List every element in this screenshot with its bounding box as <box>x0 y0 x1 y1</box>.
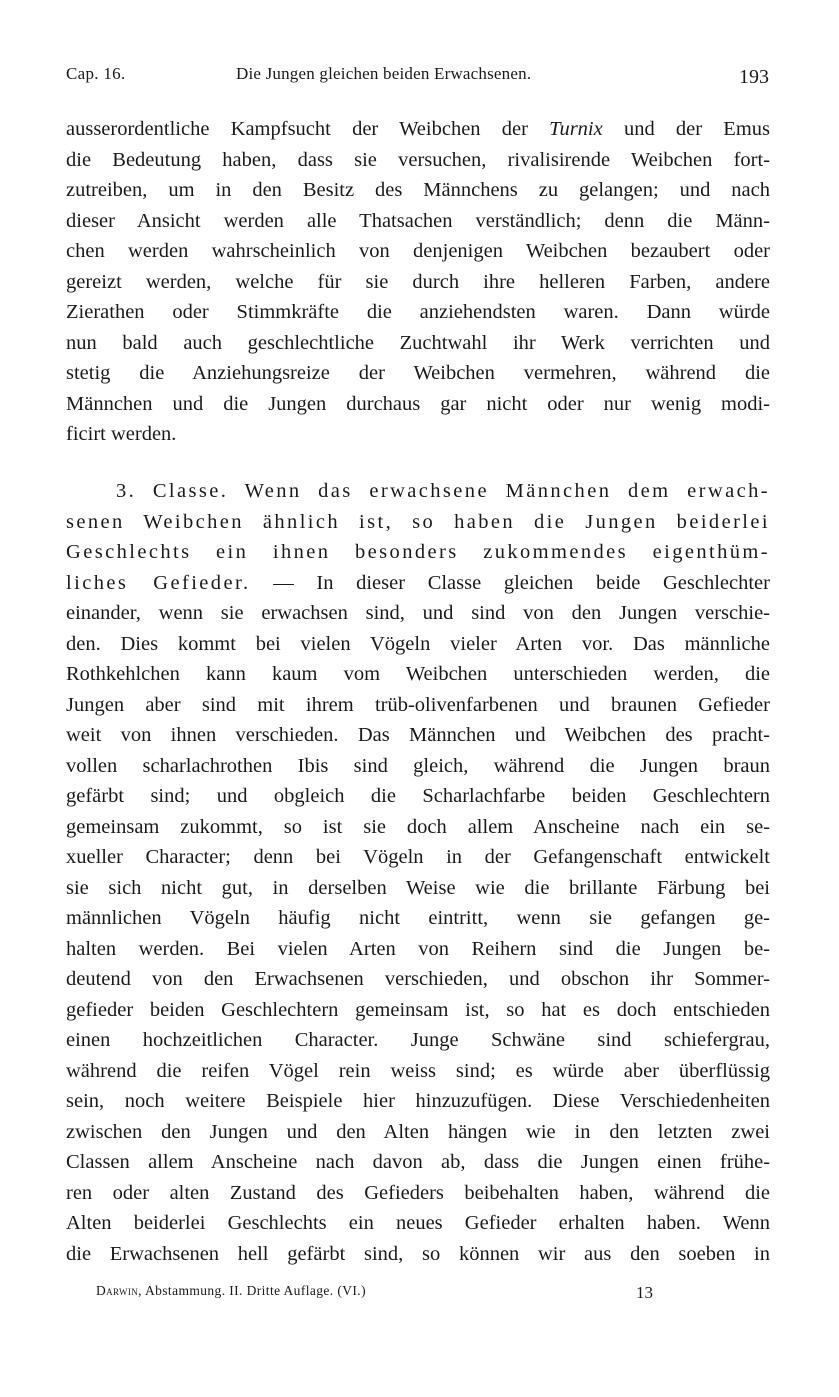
text-line: sie sich nicht gut, in derselben Weise wie die brillante Färbung bei <box>66 876 770 899</box>
text-line: liches Gefieder. — In dieser Classe gleichen beide Geschlechter <box>66 571 770 594</box>
text-line: Jungen aber sind mit ihrem trüb-olivenfarbenen und braunen Gefieder <box>66 693 770 716</box>
footer-author: Darwin <box>96 1283 139 1298</box>
running-head <box>66 62 769 92</box>
text-line: gefärbt sind; und obgleich die Scharlachfarbe beiden Geschlechtern <box>66 785 770 807</box>
signature-mark: 13 <box>636 1283 653 1302</box>
chapter-label: Cap. 16. <box>66 64 126 83</box>
text-line: den. Dies kommt bei vielen Vögeln vieler Arten vor. Das männliche <box>66 632 770 655</box>
text-line: einander, wenn sie erwachsen sind, und sind von den Jungen verschie- <box>66 602 770 624</box>
page-number: 193 <box>739 66 769 88</box>
footer-edition: , Abstammung. II. Dritte Auflage. (VI.) <box>138 1283 366 1298</box>
text-line: die Erwachsenen hell gefärbt sind, so können wir aus den soeben in <box>66 1242 770 1265</box>
text-line: gemeinsam zukommt, so ist sie doch allem Anscheine nach ein se- <box>66 815 770 838</box>
text-line: ausserordentliche Kampfsucht der Weibchen der Turnix und der Emus <box>66 118 770 140</box>
footer-imprint <box>96 1283 366 1299</box>
text-line: vollen scharlachrothen Ibis sind gleich, während die Jungen braun <box>66 754 770 777</box>
text-line: zwischen den Jungen und den Alten hängen wie in den letzten zwei <box>66 1120 770 1143</box>
text-line: Rothkehlchen kann kaum vom Weibchen unterschieden werden, die <box>66 663 770 685</box>
text-line: ren oder alten Zustand des Gefieders beibehalten haben, während die <box>66 1181 770 1204</box>
text-line: weit von ihnen verschieden. Das Männchen und Weibchen des pracht- <box>66 724 770 746</box>
text-line: Männchen und die Jungen durchaus gar nicht oder nur wenig modi- <box>66 392 770 415</box>
text-line: dieser Ansicht werden alle Thatsachen verständlich; denn die Männ- <box>66 209 770 232</box>
text-line: nun bald auch geschlechtliche Zuchtwahl ihr Werk verrichten und <box>66 331 770 354</box>
text-line: Zierathen oder Stimmkräfte die anziehendsten waren. Dann würde <box>66 301 770 323</box>
text-line: gereizt werden, welche für sie durch ihre helleren Farben, andere <box>66 270 770 293</box>
text-line: männlichen Vögeln häufig nicht eintritt, wenn sie gefangen ge- <box>66 907 770 929</box>
text-line: Classen allem Anscheine nach davon ab, dass die Jungen einen frühe- <box>66 1151 770 1173</box>
text-line: stetig die Anziehungsreize der Weibchen vermehren, während die <box>66 362 770 384</box>
text-line: deutend von den Erwachsenen verschieden, und obschon ihr Sommer- <box>66 968 770 990</box>
text-line: xueller Character; denn bei Vögeln in der Gefangenschaft entwickelt <box>66 846 770 868</box>
text-line: gefieder beiden Geschlechtern gemeinsam ist, so hat es doch entschieden <box>66 998 770 1021</box>
text-line: während die reifen Vögel rein weiss sind; es würde aber überflüssig <box>66 1059 770 1082</box>
text-line: einen hochzeitlichen Character. Junge Schwäne sind schiefergrau, <box>66 1029 770 1051</box>
text-line: senen Weibchen ähnlich ist, so haben die Jungen beiderlei <box>66 510 770 533</box>
text-line: Geschlechts ein ihnen besonders zukommendes eigenthüm- <box>66 541 770 563</box>
text-line: chen werden wahrscheinlich von denjenigen Weibchen bezaubert oder <box>66 240 770 262</box>
taxon-name: Turnix <box>549 118 603 140</box>
section-heading-line: 3. Classe. Wenn das erwachsene Männchen dem erwach- <box>116 480 770 502</box>
paragraph-1 <box>66 114 770 450</box>
running-title: Die Jungen gleichen beiden Erwachsenen. <box>236 64 532 83</box>
text-line: sein, noch weitere Beispiele hier hinzuzufügen. Diese Verschiedenheiten <box>66 1090 770 1112</box>
text-line: zutreiben, um in den Besitz des Männchens zu gelangen; und nach <box>66 179 770 201</box>
text-line: halten werden. Bei vielen Arten von Reihern sind die Jungen be- <box>66 937 770 960</box>
text-line: ficirt werden. <box>66 423 177 445</box>
paragraph-2 <box>66 476 770 1269</box>
text-line: die Bedeutung haben, dass sie versuchen, rivalisirende Weibchen fort- <box>66 148 770 171</box>
text-line: Alten beiderlei Geschlechts ein neues Gefieder erhalten haben. Wenn <box>66 1212 770 1234</box>
